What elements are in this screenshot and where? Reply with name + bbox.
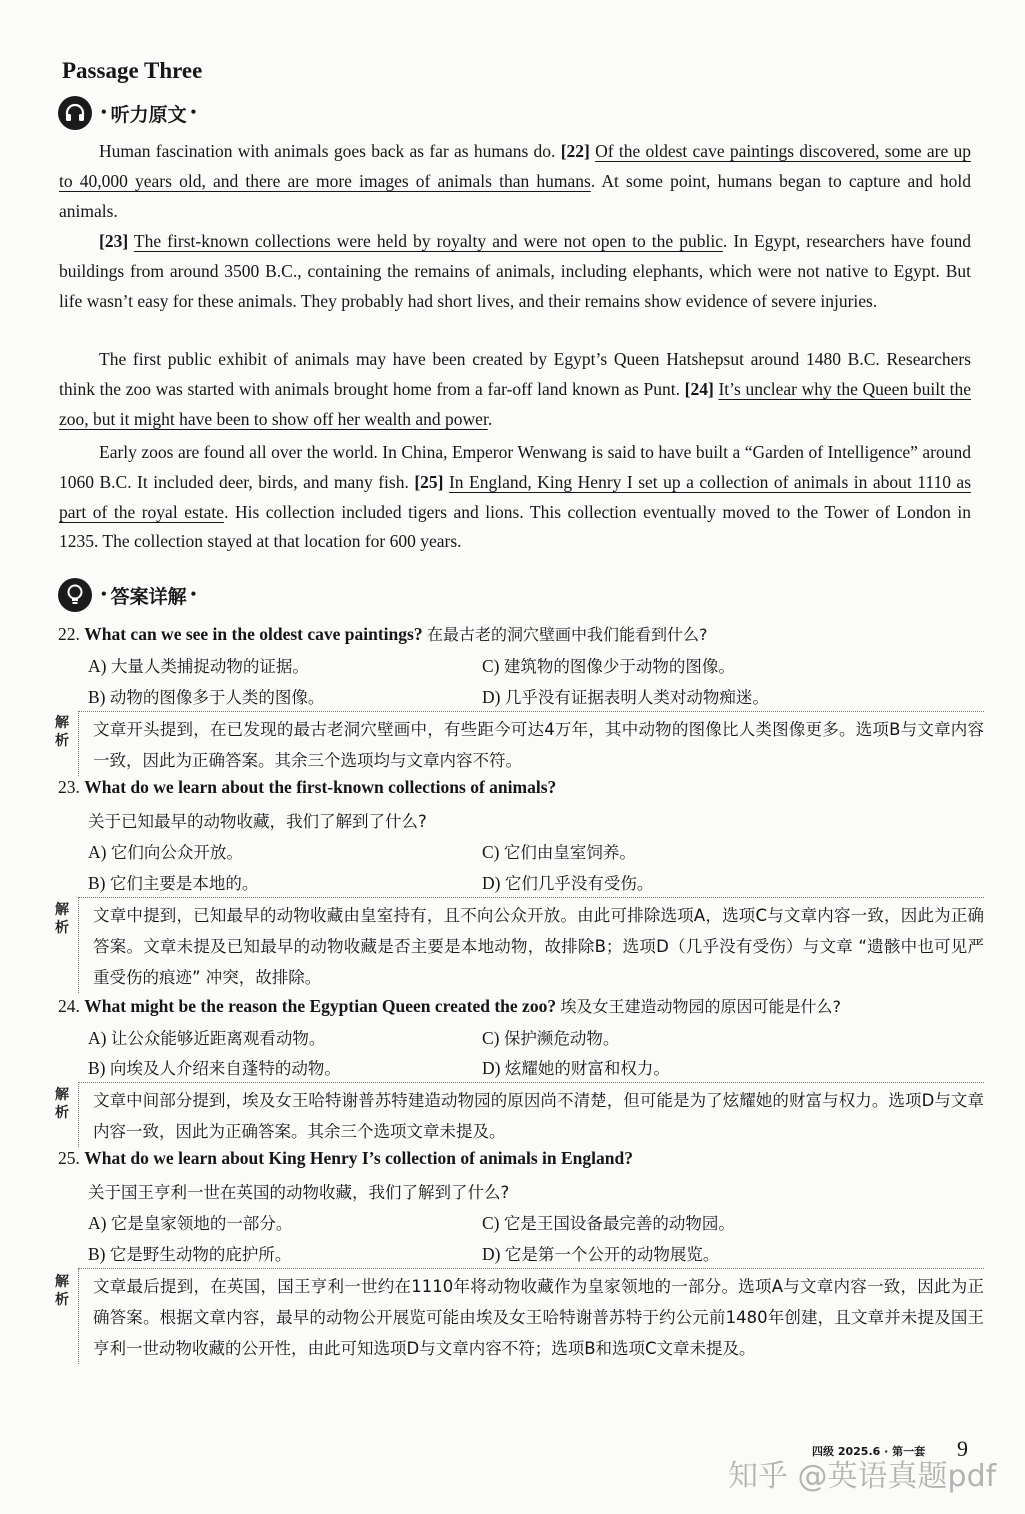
jiexi-label: 解析 (55, 715, 69, 749)
option-text: 动物的图像多于人类的图像。 (109, 688, 325, 707)
answer-section-header: • 答案详解 • (58, 578, 200, 612)
option-text: 保护濒危动物。 (503, 1029, 620, 1048)
option-b: B) 动物的图像多于人类的图像。 (88, 687, 325, 707)
option-a: A) 它是皇家领地的一部分。 (88, 1213, 293, 1233)
option-text: 向埃及人介绍来自蓬特的动物。 (109, 1059, 341, 1078)
option-a: A) 它们向公众开放。 (88, 842, 243, 862)
question-22 (58, 622, 707, 645)
answer-header-text: 答案详解 (110, 585, 187, 608)
option-b: B) 它是野生动物的庇护所。 (88, 1244, 292, 1264)
question-tag: [25] (414, 471, 444, 492)
question-translation: 关于国王亨利一世在英国的动物收藏，我们了解到了什么? (88, 1183, 510, 1202)
question-tag: [24] (684, 378, 714, 399)
question-24 (58, 994, 841, 1017)
underlined-sentence: In England, King Henry I set up a collection of animals in about 1110 as part of the royal estate (59, 471, 971, 522)
option-c: C) 它们由皇室饲养。 (482, 842, 636, 862)
paragraph-2 (59, 227, 971, 316)
option-b: B) 它们主要是本地的。 (88, 873, 259, 893)
option-text: 建筑物的图像少于动物的图像。 (503, 657, 735, 676)
question-number: 24. (58, 996, 80, 1016)
paragraph-text: The first public exhibit of animals may have been created by Egypt’s Queen Hatshepsut around 1480 B.C. Researchers think the zoo was started with animals brought home from a far-off land known as Punt. (59, 349, 971, 399)
paragraph-text: . His collection included tigers and lions. This collection eventually moved to the Tower of London in 1235. The collection stayed at that location for 600 years. (59, 501, 971, 552)
option-text: 它是野生动物的庇护所。 (109, 1245, 292, 1264)
listening-section-header: • 听力原文 • (58, 96, 200, 130)
option-text: 它们向公众开放。 (110, 843, 243, 862)
option-text: 它们主要是本地的。 (109, 874, 259, 893)
question-text: What do we learn about the first-known collections of animals? (84, 777, 557, 797)
question-number: 25. (58, 1148, 80, 1168)
passage-title: Passage Three (62, 58, 203, 83)
option-text: 它是皇家领地的一部分。 (110, 1214, 293, 1233)
lightbulb-icon (58, 578, 92, 612)
underlined-sentence: Of the oldest cave paintings discovered, some are up to 40,000 years old, and there are more images of animals than humans (59, 141, 972, 191)
paragraph-3 (59, 345, 971, 434)
paragraph-text: . At some point, humans began to capture and hold animals. (59, 170, 971, 221)
option-b: B) 向埃及人介绍来自蓬特的动物。 (88, 1058, 341, 1078)
paragraph-4 (59, 438, 971, 557)
option-text: 它是王国设备最完善的动物园。 (503, 1214, 735, 1233)
option-a: A) 让公众能够近距离观看动物。 (88, 1028, 326, 1048)
footer-label: 四级 2025.6 · 第一套 (812, 1445, 926, 1458)
option-text: 大量人类捕捉动物的证据。 (110, 657, 309, 676)
question-text: What can we see in the oldest cave paintings? (84, 624, 423, 644)
underlined-sentence: The first-known collections were held by royalty and were not open to the public (133, 231, 723, 251)
option-d: D) 它是第一个公开的动物展览。 (482, 1244, 720, 1264)
question-tag: [22] (560, 141, 590, 161)
headphones-icon (58, 96, 92, 130)
page-number: 9 (957, 1436, 968, 1461)
underlined-sentence: It’s unclear why the Queen built the zoo, but it might have been to show off her wealth and power (59, 378, 971, 429)
option-d: D) 它们几乎没有受伤。 (482, 873, 654, 893)
option-text: 它们由皇室饲养。 (503, 843, 636, 862)
question-number: 22. (58, 624, 80, 644)
explanation-25: 文章最后提到，在英国，国王亨利一世约在1110年将动物收藏作为皇家领地的一部分。选项A与文章内容一致，因此为正确答案。根据文章内容，最早的动物公开展览可能由埃及女王哈特谢普苏特于约公元前1480年创建，且文章并未提及国王亨利一世动物收藏的公开性，由此可知选项D与文章内容不符；选项B和选项C文章未提及。 (78, 1268, 984, 1364)
question-23 (58, 777, 556, 798)
explanation-24: 文章中间部分提到，埃及女王哈特谢普苏特建造动物园的原因尚不清楚，但可能是为了炫耀她的财富与权力。选项D与文章内容一致，因此为正确答案。其余三个选项文章未提及。 (78, 1082, 984, 1147)
option-text: 它是第一个公开的动物展览。 (504, 1245, 720, 1264)
question-text: What do we learn about King Henry I’s collection of animals in England? (84, 1148, 633, 1168)
question-number: 23. (58, 777, 80, 797)
option-c: C) 建筑物的图像少于动物的图像。 (482, 656, 735, 676)
question-tag: [23] (99, 231, 129, 251)
option-text: 让公众能够近距离观看动物。 (110, 1029, 326, 1048)
question-translation: 关于已知最早的动物收藏，我们了解到了什么? (88, 812, 427, 831)
option-text: 几乎没有证据表明人类对动物痴迷。 (504, 688, 769, 707)
option-text: 它们几乎没有受伤。 (504, 874, 654, 893)
paragraph-text: . In Egypt, researchers have found buildings from around 3500 B.C., containing the remains of animals, including elephants, which were not native to Egypt. But life wasn’t easy for these animals. They probably had short lives, and their remains show evidence of severe injuries. (59, 231, 971, 311)
option-d: D) 几乎没有证据表明人类对动物痴迷。 (482, 687, 769, 707)
explanation-23: 文章中提到，已知最早的动物收藏由皇室持有，且不向公众开放。由此可排除选项A，选项C与文章内容一致，因此为正确答案。文章未提及已知最早的动物收藏是否主要是本地动物，故排除B；选项D（几乎没有受伤）与文章 “遗骸中也可见严重受伤的痕迹” 冲突，故排除。 (78, 897, 984, 993)
question-translation: 在最古老的洞穴壁画中我们能看到什么? (426, 625, 708, 644)
option-text: 炫耀她的财富和权力。 (504, 1059, 670, 1078)
jiexi-label: 解析 (55, 1274, 69, 1308)
question-translation: 埃及女王建造动物园的原因可能是什么? (560, 997, 841, 1016)
option-a: A) 大量人类捕捉动物的证据。 (88, 656, 309, 676)
paragraph-text: Early zoos are found all over the world. In China, Emperor Wenwang is said to have built a “Garden of Intelligence” around 1060 B.C. It included deer, birds, and many fish. (59, 442, 971, 492)
option-d: D) 炫耀她的财富和权力。 (482, 1058, 670, 1078)
paragraph-text: Human fascination with animals goes back as far as humans do. (99, 141, 561, 161)
question-text: What might be the reason the Egyptian Queen created the zoo? (84, 996, 557, 1016)
option-c: C) 保护濒危动物。 (482, 1028, 620, 1048)
paragraph-1 (59, 137, 971, 226)
jiexi-label: 解析 (55, 902, 69, 936)
paragraph-text: . (487, 408, 493, 429)
watermark: 知乎 @英语真题pdf (728, 1459, 997, 1494)
explanation-22: 文章开头提到，在已发现的最古老洞穴壁画中，有些距今可达4万年，其中动物的图像比人类图像更多。选项B与文章内容一致，因此为正确答案。其余三个选项均与文章内容不符。 (78, 711, 984, 776)
option-c: C) 它是王国设备最完善的动物园。 (482, 1213, 735, 1233)
question-25 (58, 1148, 633, 1169)
jiexi-label: 解析 (55, 1087, 69, 1121)
listening-header-text: 听力原文 (110, 103, 187, 126)
